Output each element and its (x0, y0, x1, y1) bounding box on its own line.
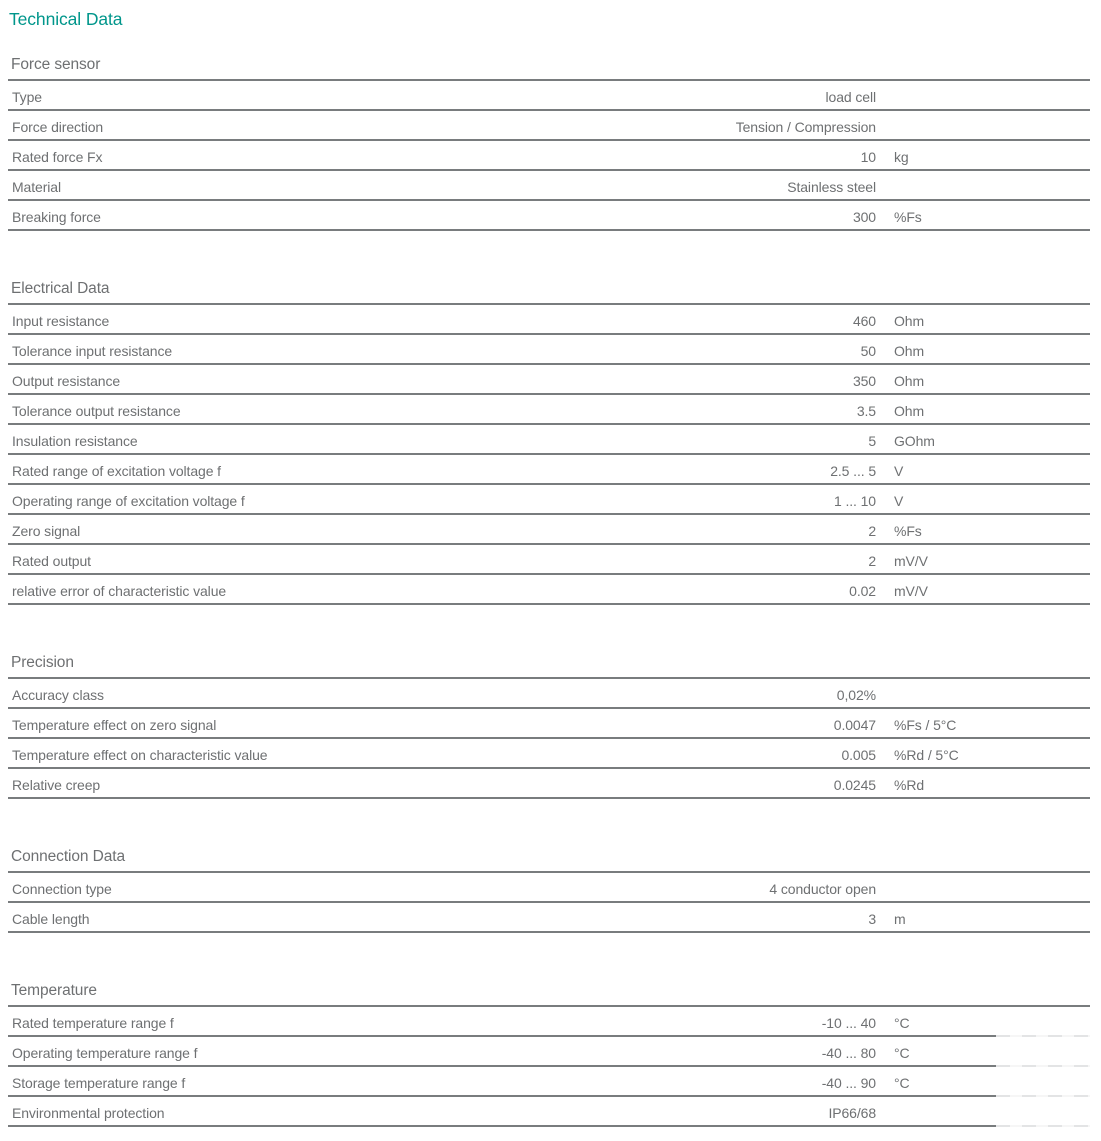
row-value: IP66/68 (828, 1105, 876, 1121)
row-unit: V (894, 463, 904, 479)
row-label: Input resistance (12, 313, 110, 329)
table-row (8, 873, 1090, 903)
row-unit: %Fs / 5°C (894, 717, 957, 733)
table-row (8, 395, 1090, 425)
table-row (8, 679, 1090, 709)
row-value: 3 (868, 911, 876, 927)
row-unit: mV/V (894, 583, 928, 599)
row-label: Rated force Fx (12, 149, 103, 165)
row-label: Material (12, 179, 61, 195)
row-label: Output resistance (12, 373, 121, 389)
section-title: Precision (8, 654, 1090, 679)
spec-section (8, 56, 1090, 231)
table-row (8, 365, 1090, 395)
table-row (8, 111, 1090, 141)
row-label: Temperature effect on zero signal (12, 717, 217, 733)
table-row (8, 575, 1090, 605)
row-label: Zero signal (12, 523, 81, 539)
row-unit: mV/V (894, 553, 928, 569)
row-unit (876, 105, 1090, 109)
spec-section (8, 280, 1090, 605)
row-value: 0.005 (841, 747, 876, 763)
row-label: Accuracy class (12, 687, 104, 703)
table-row (8, 515, 1090, 545)
row-unit (876, 897, 1090, 901)
row-label: Type (12, 89, 42, 105)
row-label: Breaking force (12, 209, 101, 225)
row-unit: V (894, 493, 904, 509)
row-value: 3.5 (856, 403, 876, 419)
row-value: 2.5 ... 5 (830, 463, 876, 479)
row-label: Operating range of excitation voltage f (12, 493, 245, 509)
row-value: 10 (860, 149, 876, 165)
row-value: 0,02% (836, 687, 876, 703)
page-title: Technical Data (9, 9, 123, 29)
section-title: Electrical Data (8, 280, 1090, 305)
row-label: Connection type (12, 881, 112, 897)
row-value: 350 (852, 373, 876, 389)
row-value: 0.0245 (833, 777, 876, 793)
row-value: 0.0047 (833, 717, 876, 733)
table-row (8, 455, 1090, 485)
row-unit: m (894, 911, 906, 927)
row-unit: Ohm (894, 343, 925, 359)
row-label: relative error of characteristic value (12, 583, 227, 599)
row-label: Tolerance output resistance (12, 403, 181, 419)
row-value: Tension / Compression (735, 119, 876, 135)
row-value: 460 (852, 313, 876, 329)
section-title: Force sensor (8, 56, 1090, 81)
table-row (8, 769, 1090, 799)
row-label: Insulation resistance (12, 433, 138, 449)
row-label: Tolerance input resistance (12, 343, 173, 359)
table-row (8, 485, 1090, 515)
table-row (8, 739, 1090, 769)
row-label: Rated temperature range f (12, 1015, 174, 1031)
row-value: 5 (868, 433, 876, 449)
row-unit (876, 195, 1090, 199)
row-unit: Ohm (894, 313, 925, 329)
section-title: Connection Data (8, 848, 1090, 873)
row-value: 4 conductor open (769, 881, 876, 897)
row-label: Cable length (12, 911, 90, 927)
row-unit: GOhm (894, 433, 935, 449)
row-value: -40 ... 80 (821, 1045, 876, 1061)
row-label: Environmental protection (12, 1105, 165, 1121)
row-label: Rated output (12, 553, 91, 569)
table-row (8, 709, 1090, 739)
table-row (8, 545, 1090, 575)
row-unit: %Rd (894, 777, 925, 793)
row-value: 2 (868, 553, 876, 569)
row-label: Storage temperature range f (12, 1075, 186, 1091)
row-unit: %Rd / 5°C (894, 747, 959, 763)
table-row (8, 335, 1090, 365)
row-unit: °C (894, 1015, 910, 1031)
table-row (8, 171, 1090, 201)
table-row (8, 1037, 1090, 1067)
row-label: Operating temperature range f (12, 1045, 198, 1061)
row-unit: %Fs (894, 523, 922, 539)
section-rows (8, 1007, 1090, 1127)
row-value: -40 ... 90 (821, 1075, 876, 1091)
table-row (8, 1067, 1090, 1097)
table-row (8, 1007, 1090, 1037)
row-unit (876, 1121, 1090, 1125)
row-value: load cell (825, 89, 876, 105)
row-value: -10 ... 40 (821, 1015, 876, 1031)
row-value: 50 (860, 343, 876, 359)
row-value: 300 (852, 209, 876, 225)
table-row (8, 81, 1090, 111)
section-title: Temperature (8, 982, 1090, 1007)
row-label: Rated range of excitation voltage f (12, 463, 221, 479)
row-unit: Ohm (894, 403, 925, 419)
table-row (8, 1097, 1090, 1127)
row-unit: °C (894, 1075, 910, 1091)
row-value: 0.02 (849, 583, 876, 599)
row-value: 2 (868, 523, 876, 539)
section-rows (8, 679, 1090, 799)
row-unit (876, 703, 1090, 707)
row-label: Force direction (12, 119, 104, 135)
row-unit: °C (894, 1045, 910, 1061)
row-label: Relative creep (12, 777, 101, 793)
row-label: Temperature effect on characteristic value (12, 747, 268, 763)
table-row (8, 305, 1090, 335)
spec-section (8, 848, 1090, 933)
table-row (8, 141, 1090, 171)
table-row (8, 201, 1090, 231)
spec-section (8, 982, 1090, 1127)
sections-container (8, 56, 1090, 1127)
row-value: Stainless steel (787, 179, 876, 195)
table-row (8, 425, 1090, 455)
row-value: 1 ... 10 (833, 493, 876, 509)
spec-section (8, 654, 1090, 799)
row-unit: Ohm (894, 373, 925, 389)
row-unit: kg (894, 149, 909, 165)
section-rows (8, 305, 1090, 605)
table-row (8, 903, 1090, 933)
row-unit: %Fs (894, 209, 922, 225)
section-rows (8, 873, 1090, 933)
row-unit (876, 135, 1090, 139)
section-rows (8, 81, 1090, 231)
